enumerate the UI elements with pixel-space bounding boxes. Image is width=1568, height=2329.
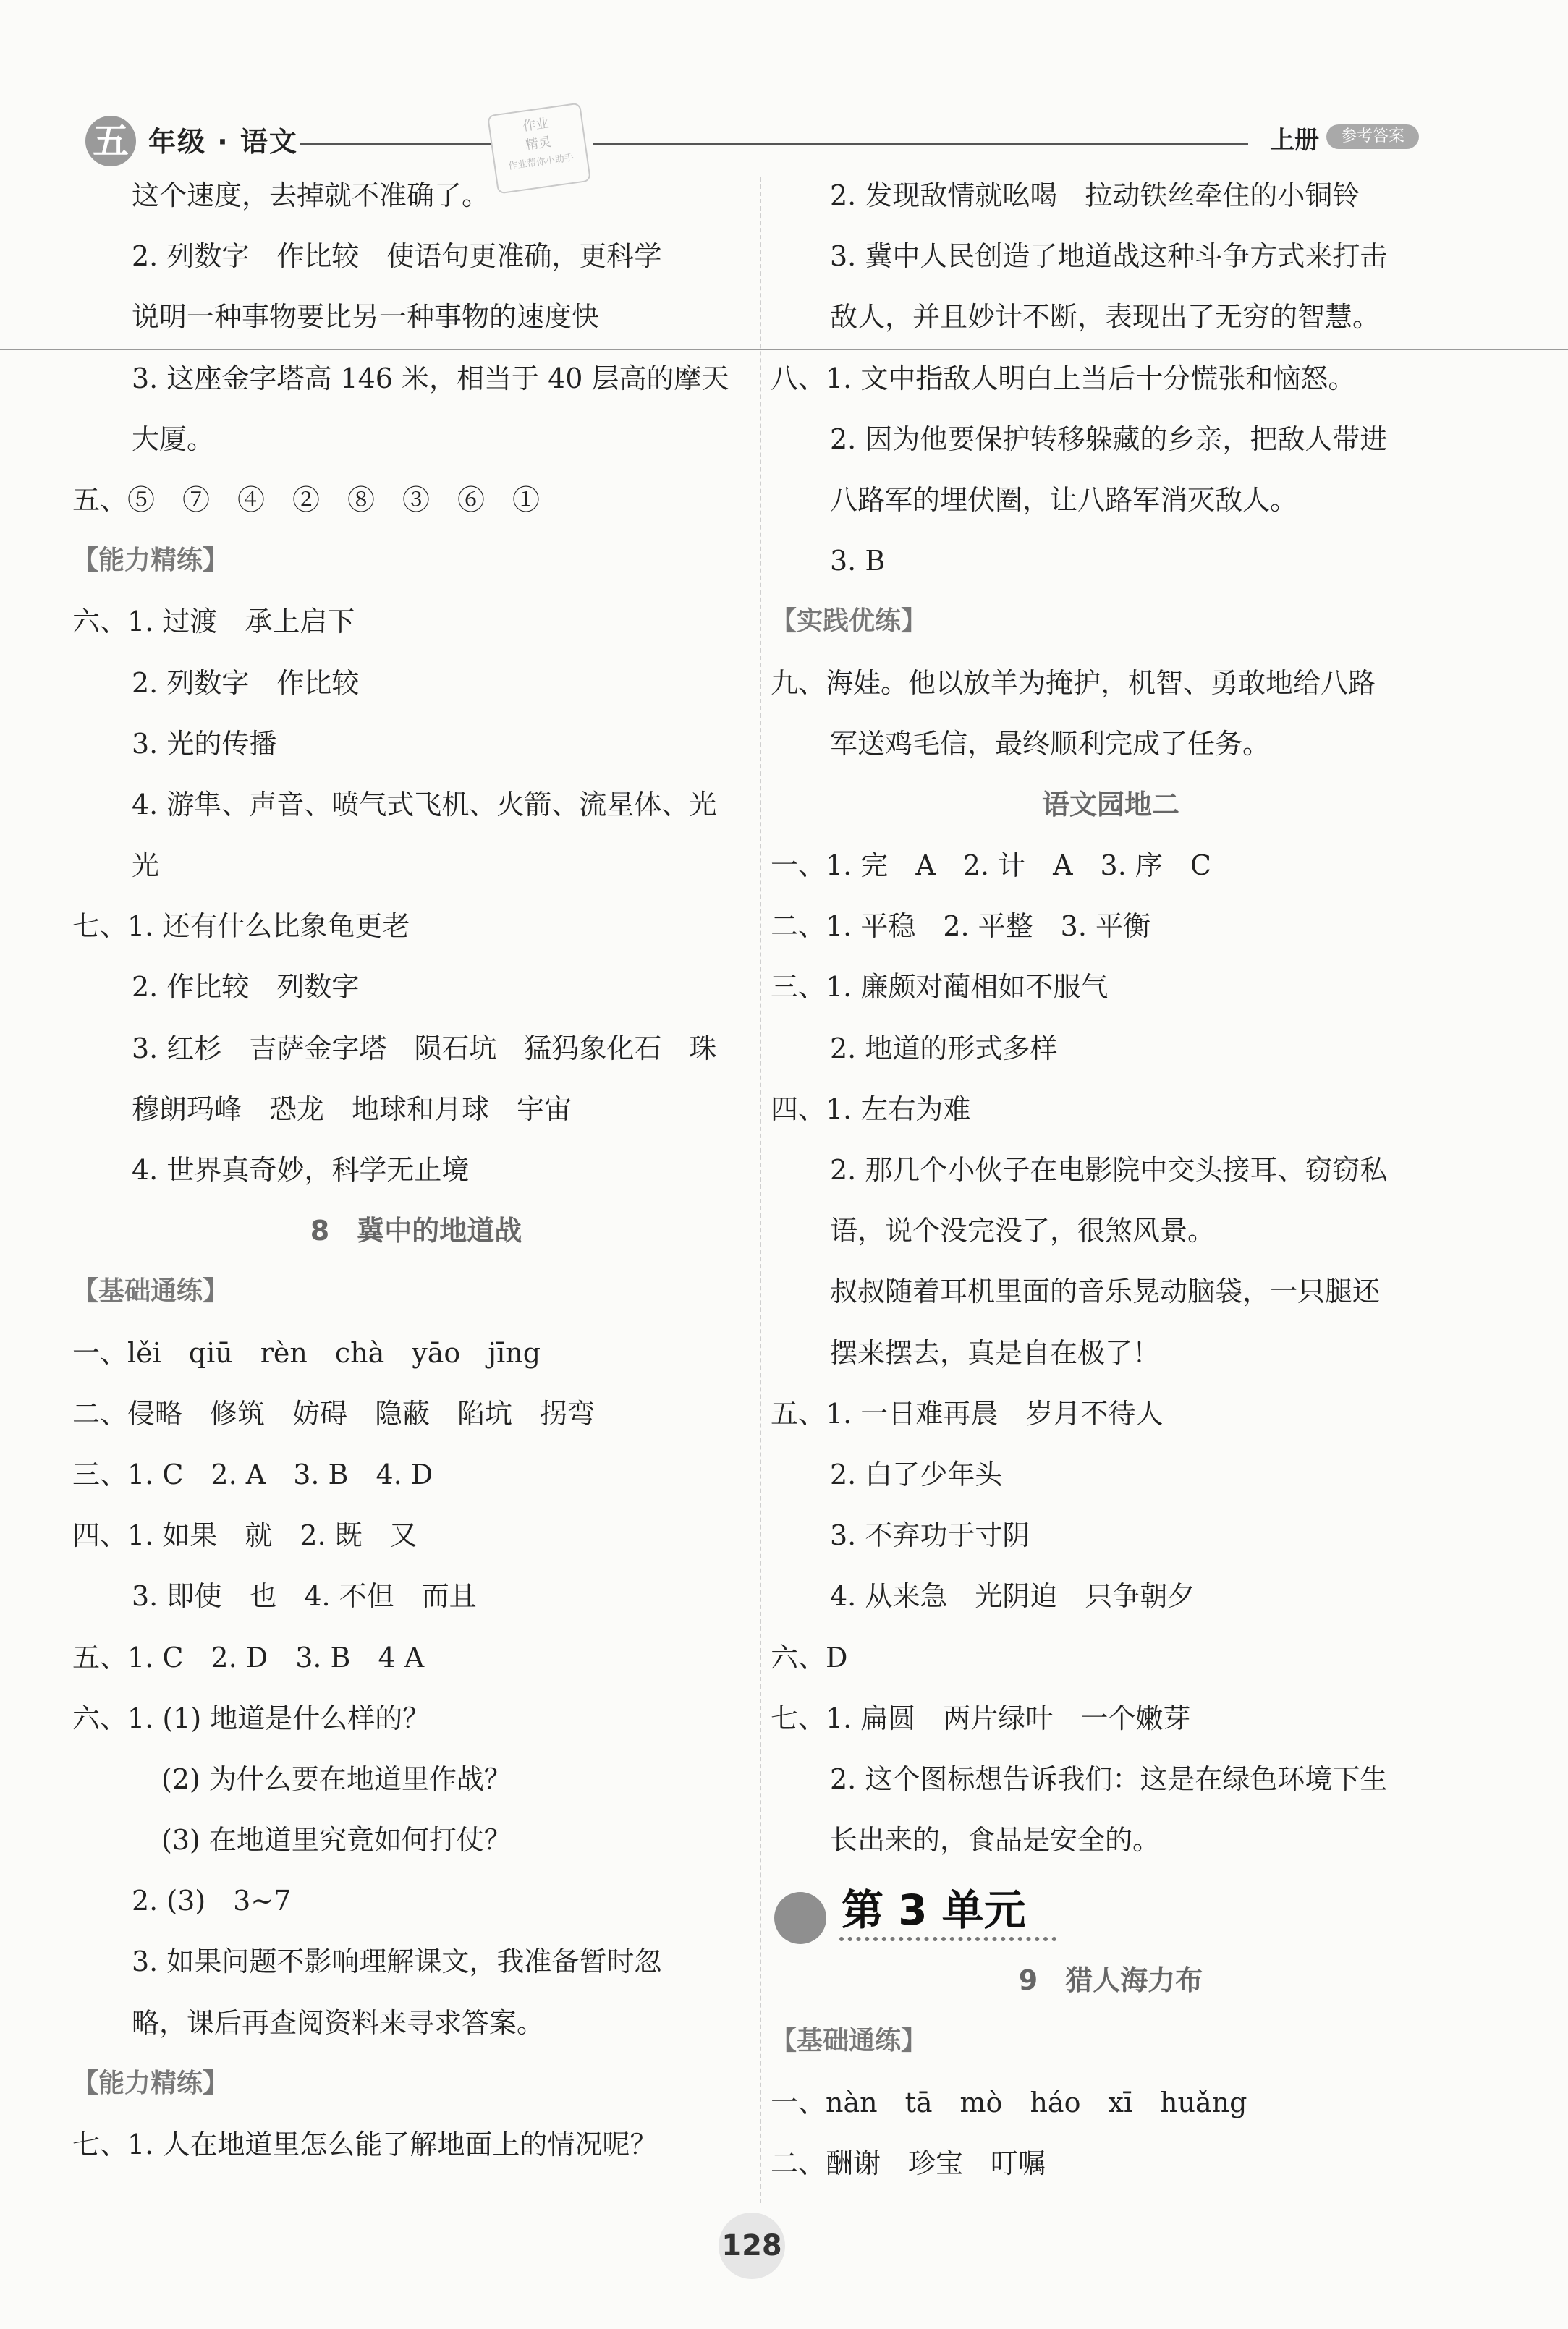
text-line: 三、1. C 2. A 3. B 4. D xyxy=(72,1458,433,1490)
text-line: 2. 列数字 作比较 使语句更准确，更科学 xyxy=(132,240,662,273)
text-line: 五、1. C 2. D 3. B 4 A xyxy=(72,1641,425,1673)
text-line: 3. 即使 也 4. 不但 而且 xyxy=(132,1580,477,1613)
grade-badge: 五 xyxy=(85,116,136,166)
text-line: 穆朗玛峰 恐龙 地球和月球 宇宙 xyxy=(132,1093,572,1125)
text-line: 二、侵略 修筑 妨碍 隐蔽 陷坑 拐弯 xyxy=(72,1397,596,1430)
text-line: 四、1. 左右为难 xyxy=(771,1093,971,1125)
section-label: 【基础通练】 xyxy=(72,1276,229,1307)
page-header xyxy=(0,0,1568,174)
text-line: 七、1. 扁圆 两片绿叶 一个嫩芽 xyxy=(771,1702,1191,1734)
header-title: 年级 · 语文 xyxy=(148,126,298,158)
text-line: 三、1. 廉颇对蔺相如不服气 xyxy=(771,971,1109,1004)
text-line: 略，课后再查阅资料来寻求答案。 xyxy=(132,2006,545,2039)
column-divider xyxy=(760,177,761,2203)
text-line: 这个速度，去掉就不准确了。 xyxy=(132,179,490,211)
text-line: 五、⑤ ⑦ ④ ② ⑧ ③ ⑥ ① xyxy=(72,483,541,516)
unit-title: 第 3 单元 xyxy=(842,1885,1026,1935)
text-line: 2. 列数字 作比较 xyxy=(132,666,360,699)
text-line: 军送鸡毛信，最终顺利完成了任务。 xyxy=(830,727,1271,760)
text-line: 摆来摆去，真是自在极了！ xyxy=(830,1336,1161,1369)
text-line: 一、lěi qiū rèn chà yāo jīng xyxy=(72,1336,541,1369)
unit-circle-icon xyxy=(774,1892,826,1944)
text-line: 长出来的，食品是安全的。 xyxy=(830,1824,1161,1857)
text-line: 2. 作比较 列数字 xyxy=(132,971,360,1004)
watermark-stamp: 作业 精灵 作业帮你小助手 xyxy=(487,102,591,194)
text-line: 3. 不弃功于寸阴 xyxy=(830,1519,1030,1552)
header-rule-left xyxy=(300,143,492,145)
unit-heading xyxy=(771,1870,1451,1950)
text-line: 2. 白了少年头 xyxy=(830,1458,1003,1490)
text-line: 3. 光的传播 xyxy=(132,727,277,760)
text-line: 敌人，并且妙计不断，表现出了无穷的智慧。 xyxy=(830,301,1381,334)
section-label: 【能力精练】 xyxy=(72,546,229,576)
text-line: 大厦。 xyxy=(132,423,215,455)
text-line: 八、1. 文中指敌人明白上当后十分慌张和恼怒。 xyxy=(771,362,1356,394)
text-line: 一、nàn tā mò háo xī huǎng xyxy=(771,2086,1247,2118)
left-column xyxy=(72,165,760,2175)
text-line: 叔叔随着耳机里面的音乐晃动脑袋，一只腿还 xyxy=(830,1276,1381,1308)
text-line: 七、1. 人在地道里怎么能了解地面上的情况呢？ xyxy=(72,2129,658,2160)
text-line: 3. B xyxy=(830,545,886,577)
text-line: 四、1. 如果 就 2. 既 又 xyxy=(72,1519,418,1552)
text-line: 八路军的埋伏圈，让八路军消灭敌人。 xyxy=(830,483,1298,516)
text-line: 二、酬谢 珍宝 叮嘱 xyxy=(771,2147,1046,2179)
text-line: 九、海娃。他以放羊为掩护，机智、勇敢地给八路 xyxy=(771,666,1376,699)
header-rule-right xyxy=(593,143,1248,145)
text-line: (3) 在地道里究竟如何打仗？ xyxy=(161,1824,512,1857)
page-number: 128 xyxy=(719,2213,785,2279)
section-label: 【实践优练】 xyxy=(771,606,928,637)
text-line: 六、1. 过渡 承上启下 xyxy=(72,606,355,638)
volume-label: 上册 xyxy=(1270,126,1319,155)
text-line: 六、1. (1) 地道是什么样的？ xyxy=(72,1702,431,1734)
text-line: 2. 发现敌情就吆喝 拉动铁丝牵住的小铜铃 xyxy=(830,179,1360,211)
right-column xyxy=(771,165,1451,2194)
lesson-title: 8 冀中的地道战 xyxy=(310,1215,522,1247)
text-line: 2. 这个图标想告诉我们：这是在绿色环境下生 xyxy=(830,1762,1388,1795)
text-line: 七、1. 还有什么比象龟更老 xyxy=(72,910,410,943)
lesson-title: 9 猎人海力布 xyxy=(1018,1964,1203,1997)
text-line: 3. 红杉 吉萨金字塔 陨石坑 猛犸象化石 珠 xyxy=(132,1032,717,1064)
section-label: 【能力精练】 xyxy=(72,2068,229,2098)
unit-underline xyxy=(839,1937,1056,1941)
text-line: 2. 地道的形式多样 xyxy=(830,1032,1058,1064)
text-line: 六、D xyxy=(771,1641,848,1673)
answer-key-badge: 参考答案 xyxy=(1326,124,1419,149)
text-line: 2. 那几个小伙子在电影院中交头接耳、窃窃私 xyxy=(830,1154,1388,1186)
text-line: 3. 如果问题不影响理解课文，我准备暂时忽 xyxy=(132,1946,662,1978)
text-line: 一、1. 完 A 2. 计 A 3. 序 C xyxy=(771,849,1211,882)
section-label: 【基础通练】 xyxy=(771,2026,928,2056)
text-line: 2. (3) 3~7 xyxy=(132,1885,292,1917)
text-line: 二、1. 平稳 2. 平整 3. 平衡 xyxy=(771,910,1151,943)
text-line: (2) 为什么要在地道里作战？ xyxy=(161,1762,512,1795)
text-line: 光 xyxy=(132,849,160,882)
text-line: 语，说个没完没了，很煞风景。 xyxy=(830,1215,1216,1247)
text-line: 4. 游隼、声音、喷气式飞机、火箭、流星体、光 xyxy=(132,788,717,820)
lesson-title: 语文园地二 xyxy=(1041,788,1179,820)
text-line: 3. 这座金字塔高 146 米，相当于 40 层高的摩天 xyxy=(132,362,729,394)
text-line: 说明一种事物要比另一种事物的速度快 xyxy=(132,301,600,334)
text-line: 4. 世界真奇妙，科学无止境 xyxy=(132,1154,470,1186)
text-line: 五、1. 一日难再晨 岁月不待人 xyxy=(771,1397,1164,1430)
text-line: 2. 因为他要保护转移躲藏的乡亲，把敌人带进 xyxy=(830,423,1388,455)
text-line: 3. 冀中人民创造了地道战这种斗争方式来打击 xyxy=(830,240,1388,273)
text-line: 4. 从来急 光阴迫 只争朝夕 xyxy=(830,1580,1195,1613)
